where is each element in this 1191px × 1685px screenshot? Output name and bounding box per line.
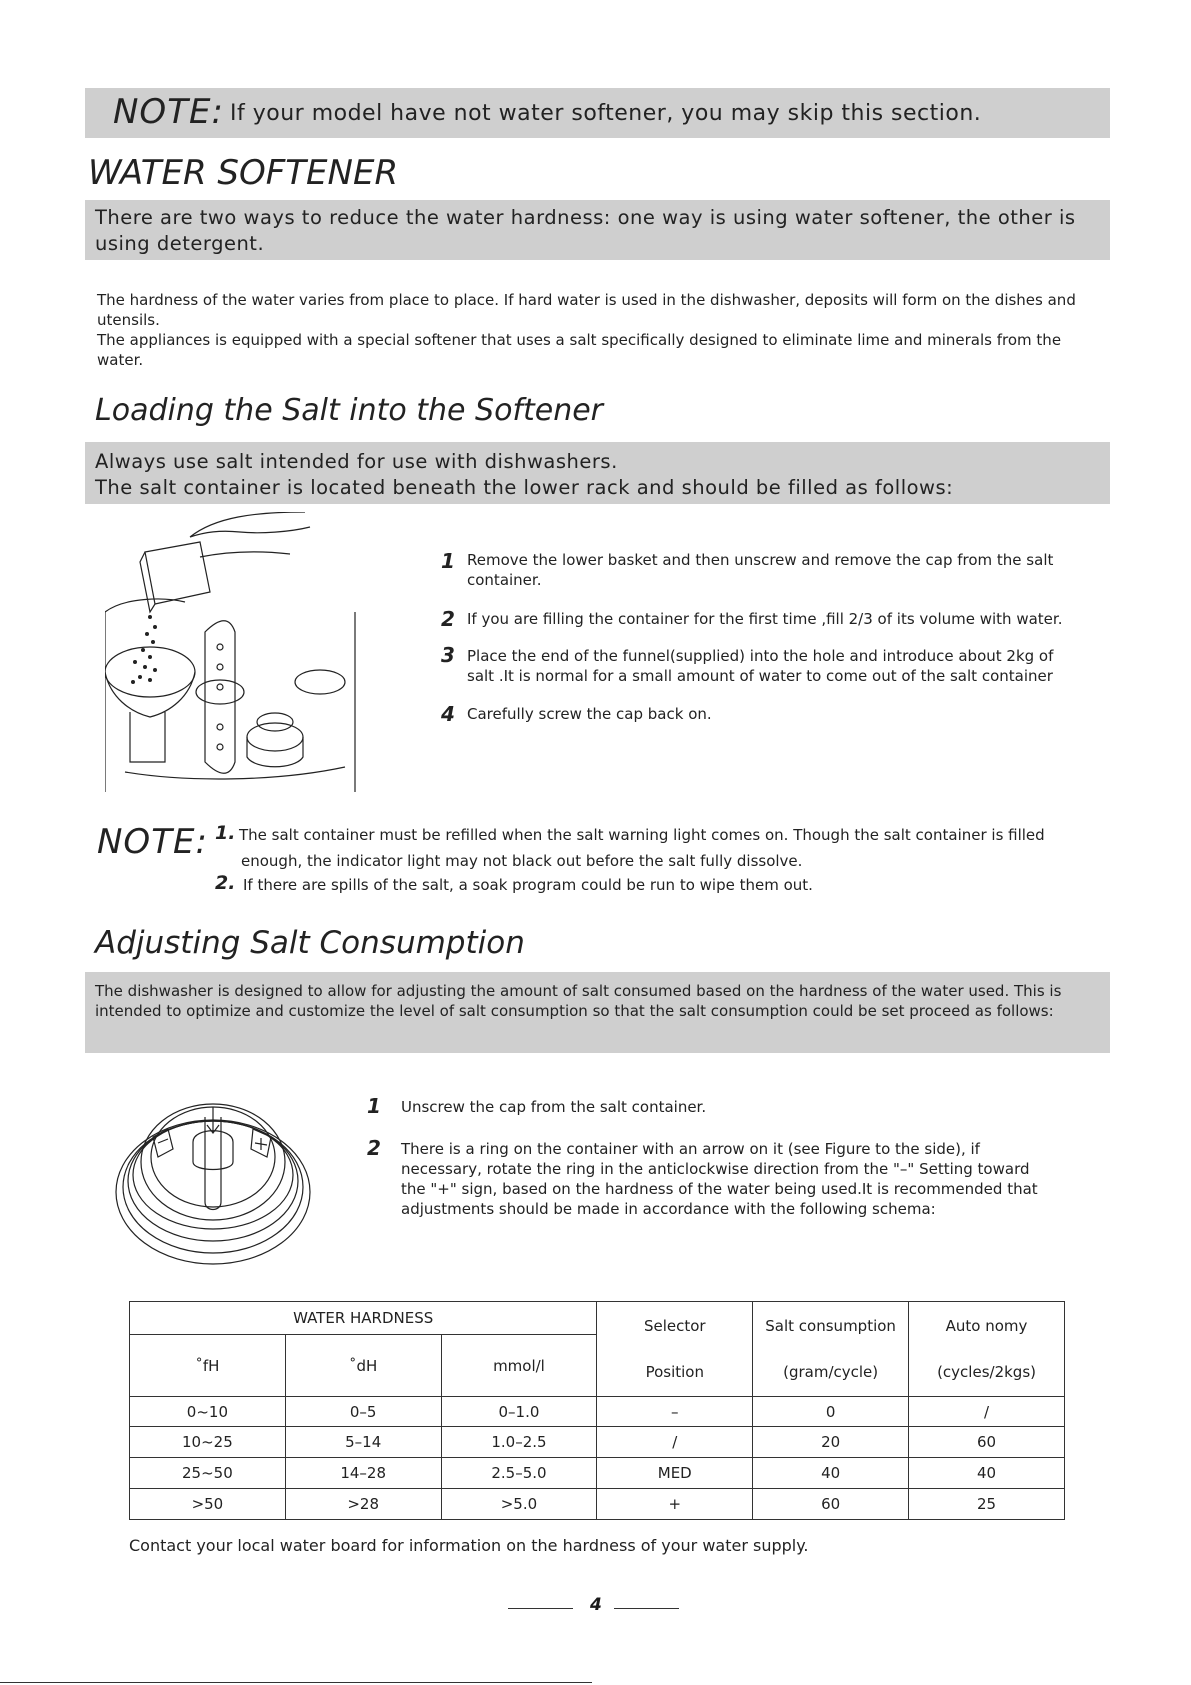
table-header-selector-line2: Position (645, 1363, 704, 1381)
table-header-selector-line1: Selector (643, 1317, 706, 1335)
loading-bar-line2: The salt container is located beneath the lower rack and should be filled as follows: (95, 476, 954, 499)
table-cell: 60 (753, 1489, 909, 1520)
note-mid-item-1-line1: The salt container must be refilled when the salt warning light comes on. Though the salt container is filled (239, 826, 1045, 844)
table-row (130, 1489, 1065, 1520)
table-row (130, 1427, 1065, 1458)
note-mid-label: NOTE: (97, 822, 208, 862)
table-cell: 25~50 (130, 1458, 286, 1489)
table-cell: 1.0–2.5 (441, 1427, 597, 1458)
table-subheader-mmol: mmol/l (441, 1335, 597, 1397)
table-header-salt-line2: (gram/cycle) (783, 1363, 879, 1381)
table-cell: >28 (285, 1489, 441, 1520)
table-cell: 0~10 (130, 1397, 286, 1427)
table-cell: 0–1.0 (441, 1397, 597, 1427)
table-cell: – (597, 1397, 753, 1427)
note-mid-item-1-line2: enough, the indicator light may not black out before the salt fully dissolve. (241, 852, 803, 870)
table-cell: 40 (753, 1458, 909, 1489)
table-cell: 0 (753, 1397, 909, 1427)
note-mid-item-2-line1: If there are spills of the salt, a soak program could be run to wipe them out. (243, 876, 813, 894)
intro-bar-text: There are two ways to reduce the water hardness: one way is using water softener, the other is using detergent. (95, 206, 1076, 255)
adjust-step-number-2: 2 (367, 1136, 381, 1160)
loading-bar-line1: Always use salt intended for use with dishwashers. (95, 450, 618, 473)
loading-step-number-3: 3 (441, 643, 455, 667)
table-cell: 0–5 (285, 1397, 441, 1427)
footer-line-left (508, 1608, 573, 1609)
table-cell: >5.0 (441, 1489, 597, 1520)
table-header-water-hardness: WATER HARDNESS (130, 1302, 597, 1335)
table-cell: 10~25 (130, 1427, 286, 1458)
salt-loading-illustration (105, 512, 365, 797)
water-hardness-table (129, 1301, 1065, 1520)
paragraph-softener: The appliances is equipped with a special softener that uses a salt specifically designed to eliminate lime and minerals from the water. (97, 331, 1062, 369)
table-cell: MED (597, 1458, 753, 1489)
table-header-selector (597, 1302, 753, 1397)
table-cell: 20 (753, 1427, 909, 1458)
loading-step-text-4: Carefully screw the cap back on. (467, 705, 712, 723)
note-top-label: NOTE: (113, 92, 224, 132)
table-subheader-dh: ˚dH (285, 1335, 441, 1397)
table-cell: 5–14 (285, 1427, 441, 1458)
contact-note: Contact your local water board for information on the hardness of your water supply. (129, 1536, 809, 1555)
table-cell: + (597, 1489, 753, 1520)
table-row (130, 1458, 1065, 1489)
loading-step-number-2: 2 (441, 607, 455, 631)
table-header-autonomy (909, 1302, 1065, 1397)
salt-cap-illustration (113, 1087, 313, 1267)
loading-step-text-3: Place the end of the funnel(supplied) into the hole and introduce about 2kg of salt .It is normal for a small amount of water to come out of the salt container (467, 647, 1054, 685)
page-bottom-rule (0, 1682, 592, 1683)
table-cell: 40 (909, 1458, 1065, 1489)
note-mid-number-1: 1. (215, 822, 236, 844)
loading-step-text-1: Remove the lower basket and then unscrew and remove the cap from the salt container. (467, 551, 1054, 589)
table-subheader-fh: ˚fH (130, 1335, 286, 1397)
table-cell: / (597, 1427, 753, 1458)
note-mid-number-2: 2. (215, 872, 236, 894)
table-cell: 25 (909, 1489, 1065, 1520)
table-header-salt (753, 1302, 909, 1397)
footer-line-right (614, 1608, 679, 1609)
loading-step-number-1: 1 (441, 549, 455, 573)
table-header-autonomy-line1: Auto nomy (945, 1317, 1028, 1335)
adjusting-heading: Adjusting Salt Consumption (95, 925, 525, 961)
loading-step-text-2: If you are filling the container for the first time ,fill 2/3 of its volume with water. (467, 610, 1063, 628)
page-number: 4 (590, 1595, 602, 1615)
adjust-step-text-2: There is a ring on the container with an arrow on it (see Figure to the side), if necessary, rotate the ring in the anticlockwise direction from the "–" Setting toward the "+" sign, based on the hardness of the water being used.It is recommended that adjustments should be made in accordance with the following schema: (401, 1140, 1038, 1218)
table-cell: / (909, 1397, 1065, 1427)
table-row (130, 1397, 1065, 1427)
table-cell: 60 (909, 1427, 1065, 1458)
adjusting-bar-text: The dishwasher is designed to allow for adjusting the amount of salt consumed based on the hardness of the water used. This is intended to optimize and customize the level of salt consumption so that the salt consumption could be set proceed as follows: (95, 982, 1062, 1020)
table-header-salt-line1: Salt consumption (765, 1317, 896, 1335)
table-cell: >50 (130, 1489, 286, 1520)
table-cell: 14–28 (285, 1458, 441, 1489)
adjust-step-text-1: Unscrew the cap from the salt container. (401, 1098, 707, 1116)
adjust-step-number-1: 1 (367, 1094, 381, 1118)
paragraph-hardness: The hardness of the water varies from place to place. If hard water is used in the dishwasher, deposits will form on the dishes and utensils. (97, 291, 1076, 329)
loading-heading: Loading the Salt into the Softener (95, 393, 604, 428)
table-cell: 2.5–5.0 (441, 1458, 597, 1489)
table-header-autonomy-line2: (cycles/2kgs) (937, 1363, 1036, 1381)
loading-step-number-4: 4 (441, 702, 455, 726)
note-top-text: If your model have not water softener, you may skip this section. (230, 101, 982, 126)
page-title: WATER SOFTENER (88, 153, 399, 193)
